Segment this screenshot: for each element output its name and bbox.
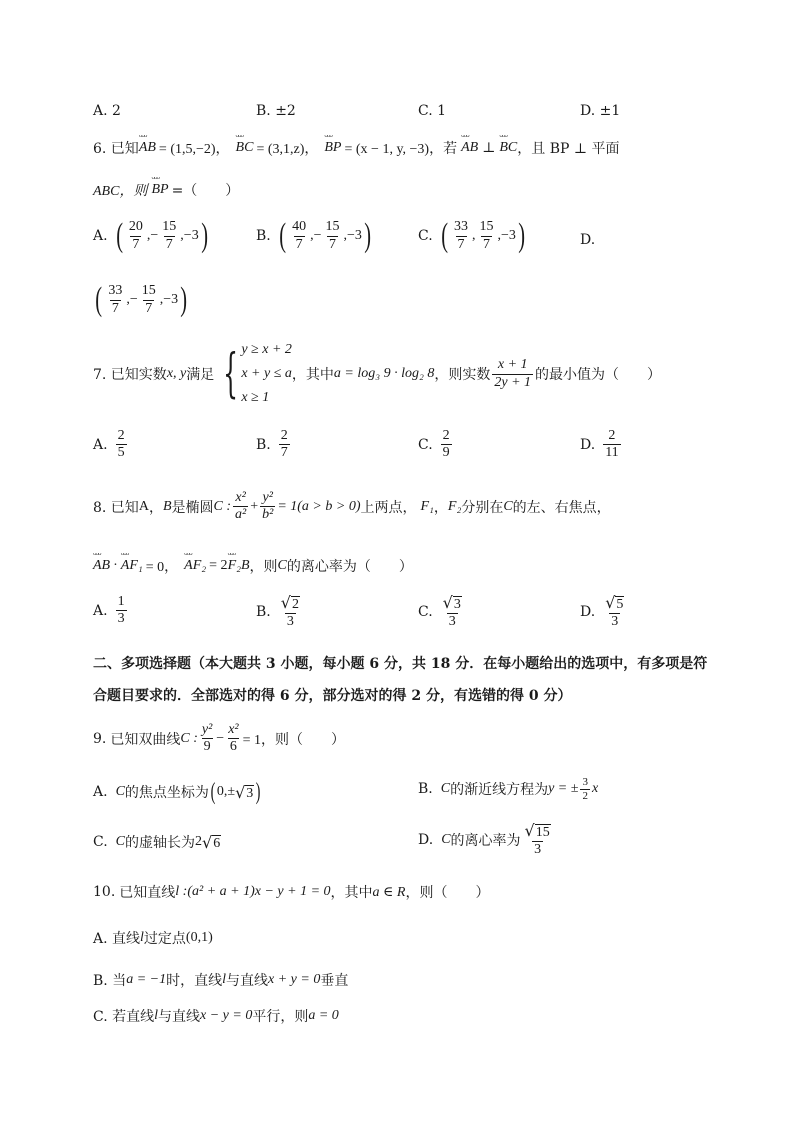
q6-number: 6. 已知 xyxy=(93,141,139,157)
vector-ab-2: ᴗᴗᴗ AB xyxy=(461,140,478,156)
q7-fraction: $\frac{x + 1}{2y + 1}$ xyxy=(494,357,532,390)
sqrt: √ 3 xyxy=(442,593,461,612)
q6-plane-abc: ABC，则 xyxy=(93,184,148,199)
q8-option-d: D. √ 5 3 xyxy=(580,593,624,630)
q6-stem xyxy=(93,138,620,158)
q7-a-expression: a = log₃ 9 · log₂ 8 xyxy=(333,366,435,381)
q8-number: 8. 已知 xyxy=(93,499,139,516)
q6-option-a: A. ( $\frac{20}{7}$ ,− $\frac{15}{7}$ ,−3 ) xyxy=(93,217,208,254)
q6-option-c-label: C. xyxy=(418,228,433,244)
q8-stem: 8. 已知 A ， B 是椭圆 C : $\frac{\text{x²}}{\text{a²}}$ + $\frac{\text{y²}}{\text{b²}}$ = 1(a > b > 0) 上两点， F₁ ， F₂ 分别在 C 的左、右焦点， xyxy=(93,490,611,523)
q5-option-d: D. ±1 xyxy=(580,103,621,119)
q10-stem: 10 . 已知直线 l : (a² + a + 1)x − y + 1 = 0 ，其中 a ∈ R ，则（ ） xyxy=(93,884,490,901)
constraint-system: { y ≥ x + 2 x + y ≤ a x ≥ 1 xyxy=(214,338,292,410)
fraction: $\frac{20}{7}$ xyxy=(128,219,143,252)
q7-option-a: A. $\frac{2}{5}$ xyxy=(93,428,125,461)
vector-bp: ᴗᴗᴗ BP xyxy=(324,140,341,156)
q7-option-b: B. $\frac{2}{7}$ xyxy=(256,428,288,461)
q5-option-a: A. 2 xyxy=(93,103,121,119)
q6-option-b: B. ( $\frac{40}{7}$ ,− $\frac{15}{7}$ ,−3 ) xyxy=(256,217,371,254)
vector-bp-2: ᴗᴗᴗ BP xyxy=(151,182,168,198)
q9-option-b: B. C 的渐近线方程为 y = ± $\frac{3}{2}$ x xyxy=(418,776,599,802)
fraction: $\frac{15}{7}$ xyxy=(141,283,156,316)
q10-option-a: A. 直线 l 过定点 (0,1) xyxy=(93,930,213,947)
q7-where: ，其中 xyxy=(291,367,334,383)
q9-number: 9 xyxy=(93,730,102,747)
sqrt: √ 2 xyxy=(280,593,299,612)
vector-bc: ᴗᴗᴗ BC xyxy=(236,140,254,156)
vector-ab: ᴗᴗᴗ AB xyxy=(139,140,156,156)
vector-ab-value: = (1,5,−2)， xyxy=(158,142,230,157)
q6-blank: =（ ） xyxy=(171,183,240,199)
fraction: $\frac{\text{x²}}{\text{a²}}$ xyxy=(235,490,247,523)
fraction: $\frac{33}{7}$ xyxy=(454,219,468,252)
vector-f2b: ᴗᴗᴗ F₂B xyxy=(228,558,250,574)
q7-option-c: C. $\frac{2}{9}$ xyxy=(418,428,450,461)
q7-option-d: D. $\frac{2}{11}$ xyxy=(580,428,619,461)
vector-af1: ᴗᴗᴗ AF₁ xyxy=(121,558,143,574)
fraction: $\frac{15}{7}$ xyxy=(325,219,340,252)
q7-vars: x, y xyxy=(166,366,187,381)
fraction: $\frac{15}{7}$ xyxy=(479,219,494,252)
q7-number: 7. 已知实数 xyxy=(93,367,167,383)
q9-stem: 9 . 已知双曲线 C : $\frac{\text{y²}}{9}$ − $\frac{\text{x²}}{6}$ = 1，则（ ） xyxy=(93,722,346,755)
q6-stem-line2 xyxy=(93,180,239,200)
vector-bp-value: = (x − 1, y, −3)，若 xyxy=(344,142,458,157)
q6-stem-tail: ，且 BP ⊥ 平面 xyxy=(517,141,620,157)
constraint-row: x + y ≤ a xyxy=(241,366,292,381)
q7-satisfy: 满足 xyxy=(186,367,215,383)
q8-option-b: B. √ 2 3 xyxy=(256,593,299,630)
q5-option-c: C. 1 xyxy=(418,103,447,119)
q9-option-a: A. C 的焦点坐标为 ( 0,± √ 3 ) xyxy=(93,779,261,805)
q10-number: 10 xyxy=(93,884,111,900)
fraction: $\frac{40}{7}$ xyxy=(292,219,307,252)
q7-then: ，则实数 xyxy=(434,367,491,383)
sqrt: √ 6 xyxy=(202,832,221,852)
q6-option-c: C. ( $\frac{33}{7}$ , $\frac{15}{7}$ ,−3 ) xyxy=(418,217,525,254)
q5-option-b: B. ±2 xyxy=(256,103,296,119)
q6-option-d: ( $\frac{33}{7}$ ,− $\frac{15}{7}$ ,−3 ) xyxy=(95,281,188,318)
q10-option-c: C. 若直线 l 与直线 x − y = 0 平行，则 a = 0 xyxy=(93,1008,339,1025)
q9-option-d: D. C 的离心率为 √ 15 3 xyxy=(418,821,550,858)
section2-heading-line1: 二、多项选择题（本大题共 3 小题，每小题 6 分，共 18 分．在每小题给出的选项中，有多项是符 xyxy=(93,656,708,672)
q10-option-b: B. 当 a = −1 时，直线 l 与直线 x + y = 0 垂直 xyxy=(93,972,349,989)
constraint-row: y ≥ x + 2 xyxy=(241,342,292,357)
q6-option-b-label: B. xyxy=(256,228,271,244)
sqrt: √ 15 xyxy=(524,821,550,840)
fraction: $\frac{33}{7}$ xyxy=(108,283,123,316)
sqrt: √ 5 xyxy=(605,593,624,612)
sqrt: √ 3 xyxy=(235,782,254,802)
q6-option-d-label: D. xyxy=(580,232,596,248)
q7-tail: 的最小值为（ ） xyxy=(535,367,662,383)
q7-stem xyxy=(93,338,661,410)
section2-heading-line2: 合题目要求的．全部选对的得 6 分，部分选对的得 2 分，有选错的得 0 分） xyxy=(93,688,572,704)
fraction: $\frac{15}{7}$ xyxy=(162,219,177,252)
q8-option-c: C. √ 3 3 xyxy=(418,593,461,630)
vector-bc-2: ᴗᴗᴗ BC xyxy=(499,140,517,156)
fraction: $\frac{\text{y²}}{\text{b²}}$ xyxy=(262,490,274,523)
q8-stem-line2: ᴗᴗᴗ AB · ᴗᴗᴗ AF₁ = 0， ᴗᴗᴗ AF₂ = 2 ᴗᴗᴗ F₂B ，则 C 的离心率为（ ） xyxy=(93,556,413,576)
vector-af2: ᴗᴗᴗ AF₂ xyxy=(184,558,206,574)
vector-bc-value: = (3,1,z)， xyxy=(256,142,319,157)
q9-option-c: C. C 的虚轴长为 2 √ 6 xyxy=(93,832,221,852)
constraint-row: x ≥ 1 xyxy=(241,390,270,405)
q6-option-a-label: A. xyxy=(93,228,108,244)
perpendicular-symbol: ⊥ xyxy=(482,140,496,156)
q8-option-a: A. $\frac{1}{3}$ xyxy=(93,594,125,627)
vector-ab: ᴗᴗᴗ AB xyxy=(93,558,110,574)
